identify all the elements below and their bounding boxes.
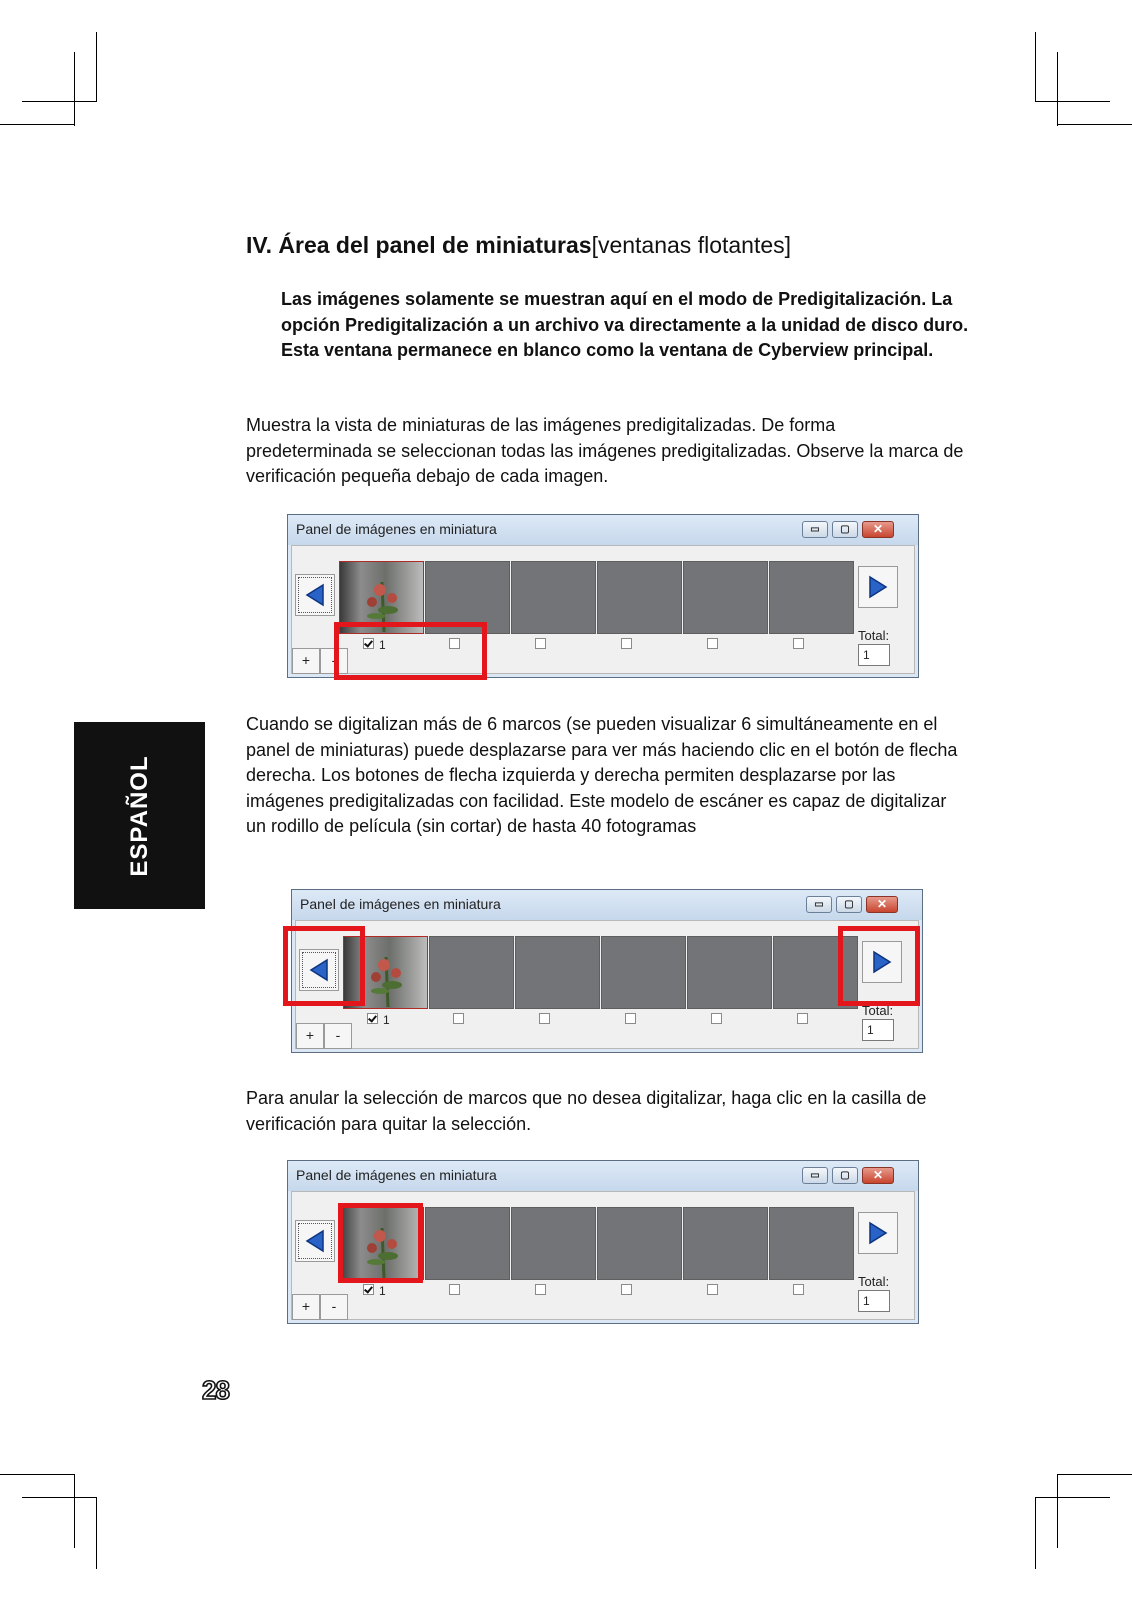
frame-4-checkbox[interactable] xyxy=(621,638,632,649)
crop-mark xyxy=(0,124,75,125)
arrow-right-icon xyxy=(868,1221,888,1245)
add-button[interactable]: + xyxy=(292,1294,320,1320)
language-tab xyxy=(74,722,205,909)
minimize-button[interactable] xyxy=(802,521,828,538)
crop-mark xyxy=(1057,52,1058,126)
thumbnail-frame-3[interactable] xyxy=(511,561,596,634)
note-paragraph: Las imágenes solamente se muestran aquí en el modo de Predigitalización. La opción Predigitalización a un archivo va directamente a la unidad de disco duro. Esta ventana permanece en blanco como la ventana de Cyberview principal. xyxy=(281,289,969,360)
minimize-icon: ▭ xyxy=(810,524,820,535)
total-label: Total: xyxy=(858,1274,890,1289)
thumbnail-panel-window-2 xyxy=(291,889,923,1053)
crop-mark xyxy=(1035,32,1036,102)
frame-1-label: 1 xyxy=(379,1284,386,1298)
maximize-icon: ▢ xyxy=(840,524,850,535)
crop-mark xyxy=(22,1497,97,1498)
crop-mark xyxy=(1057,1474,1058,1548)
minimize-icon: ▭ xyxy=(814,899,824,910)
thumbnail-frame-5[interactable] xyxy=(683,561,768,634)
frame-4-checkbox[interactable] xyxy=(625,1013,636,1024)
remove-button[interactable]: - xyxy=(320,1294,348,1320)
panel-body xyxy=(295,920,919,1049)
thumbnail-frame-3[interactable] xyxy=(515,936,600,1009)
crop-mark xyxy=(22,101,97,102)
paragraph-3: Para anular la selección de marcos que no desea digitalizar, haga clic en la casilla de verificación para quitar la selección. xyxy=(246,1088,927,1134)
maximize-button[interactable] xyxy=(836,896,862,913)
arrow-right-icon xyxy=(868,575,888,599)
page-number: 28 xyxy=(202,1375,229,1405)
frame-6-checkbox[interactable] xyxy=(793,1284,804,1295)
maximize-button[interactable] xyxy=(832,1167,858,1184)
language-tab-label: ESPAÑOL xyxy=(125,754,153,877)
section-heading xyxy=(246,232,791,259)
total-field[interactable]: 1 xyxy=(858,644,890,666)
paragraph-1: Muestra la vista de miniaturas de las imágenes predigitalizadas. De forma predeterminada se seleccionan todas las imágenes predigitalizadas. Observe la marca de verificación pequeña debajo de cada imagen. xyxy=(246,415,964,486)
frame-2-checkbox[interactable] xyxy=(453,1013,464,1024)
remove-button[interactable]: - xyxy=(320,648,348,674)
close-button[interactable] xyxy=(862,521,894,538)
close-icon: ✕ xyxy=(872,522,884,536)
thumbnail-frame-4[interactable] xyxy=(597,1207,682,1280)
frame-1-label: 1 xyxy=(383,1013,390,1027)
close-icon: ✕ xyxy=(872,1168,884,1182)
thumbnail-frame-4[interactable] xyxy=(601,936,686,1009)
crop-mark xyxy=(96,32,97,102)
crop-mark xyxy=(1035,1497,1036,1569)
maximize-icon: ▢ xyxy=(840,1170,850,1181)
thumbnail-frame-5[interactable] xyxy=(683,1207,768,1280)
title-bar xyxy=(288,1161,918,1191)
minimize-icon: ▭ xyxy=(810,1170,820,1181)
window-title: Panel de imágenes en miniatura xyxy=(296,521,497,537)
maximize-button[interactable] xyxy=(832,521,858,538)
arrow-left-icon xyxy=(305,583,325,607)
thumbnail-frame-4[interactable] xyxy=(597,561,682,634)
arrow-left-icon xyxy=(305,1229,325,1253)
crop-mark xyxy=(0,1474,75,1475)
crop-mark xyxy=(1035,101,1110,102)
crop-mark xyxy=(74,52,75,126)
title-bar xyxy=(288,515,918,545)
frame-1-checkbox[interactable] xyxy=(367,1013,378,1024)
total-label: Total: xyxy=(862,1003,894,1018)
frame-1-checkbox[interactable] xyxy=(363,1284,374,1295)
crop-mark xyxy=(1057,124,1132,125)
window-title: Panel de imágenes en miniatura xyxy=(296,1167,497,1183)
frame-6-checkbox[interactable] xyxy=(797,1013,808,1024)
thumbnail-frame-6[interactable] xyxy=(769,1207,854,1280)
total-label: Total: xyxy=(858,628,890,643)
scroll-left-button[interactable] xyxy=(295,1220,335,1262)
heading-bold: IV. Área del panel de miniaturas xyxy=(246,232,592,258)
highlight-checkboxes xyxy=(334,622,487,680)
maximize-icon: ▢ xyxy=(844,899,854,910)
total-field[interactable]: 1 xyxy=(858,1290,890,1312)
minimize-button[interactable] xyxy=(806,896,832,913)
scroll-left-button[interactable] xyxy=(295,574,335,616)
crop-mark xyxy=(1035,1497,1110,1498)
heading-normal: [ventanas flotantes] xyxy=(591,232,792,258)
frame-4-checkbox[interactable] xyxy=(621,1284,632,1295)
frame-1-label: 1 xyxy=(379,638,386,652)
frame-3-checkbox[interactable] xyxy=(535,1284,546,1295)
remove-button[interactable]: - xyxy=(324,1023,352,1049)
window-title: Panel de imágenes en miniatura xyxy=(300,896,501,912)
title-bar xyxy=(292,890,922,920)
add-button[interactable]: + xyxy=(296,1023,324,1049)
crop-mark xyxy=(1057,1474,1132,1475)
frame-5-checkbox[interactable] xyxy=(711,1013,722,1024)
paragraph-2: Cuando se digitalizan más de 6 marcos (se pueden visualizar 6 simultáneamente en el panel de miniaturas) puede desplazarse para ver más haciendo clic en el botón de flecha derecha. Los botones de flecha izquierda y derecha permiten desplazarse por las imágenes predigitalizadas con facilidad. Este modelo de escáner es capaz de digitalizar un rodillo de película (sin cortar) de hasta 40 fotogramas xyxy=(246,714,958,836)
close-button[interactable] xyxy=(866,896,898,913)
scroll-right-button[interactable] xyxy=(858,1212,898,1254)
crop-mark xyxy=(96,1497,97,1569)
frame-5-checkbox[interactable] xyxy=(707,638,718,649)
highlight-left-arrow xyxy=(283,926,365,1006)
frame-5-checkbox[interactable] xyxy=(707,1284,718,1295)
minimize-button[interactable] xyxy=(802,1167,828,1184)
frame-3-checkbox[interactable] xyxy=(539,1013,550,1024)
add-button[interactable]: + xyxy=(292,648,320,674)
thumbnail-frame-6[interactable] xyxy=(769,561,854,634)
thumbnail-frame-2[interactable] xyxy=(429,936,514,1009)
total-field[interactable]: 1 xyxy=(862,1019,894,1041)
crop-mark xyxy=(74,1474,75,1548)
highlight-thumbnail xyxy=(338,1203,423,1283)
frame-2-checkbox[interactable] xyxy=(449,1284,460,1295)
frame-3-checkbox[interactable] xyxy=(535,638,546,649)
scroll-right-button[interactable] xyxy=(858,566,898,608)
close-button[interactable] xyxy=(862,1167,894,1184)
highlight-right-arrow xyxy=(838,926,920,1006)
thumbnail-frame-5[interactable] xyxy=(687,936,772,1009)
thumbnail-frame-3[interactable] xyxy=(511,1207,596,1280)
frame-6-checkbox[interactable] xyxy=(793,638,804,649)
thumbnail-frame-2[interactable] xyxy=(425,1207,510,1280)
close-icon: ✕ xyxy=(876,897,888,911)
